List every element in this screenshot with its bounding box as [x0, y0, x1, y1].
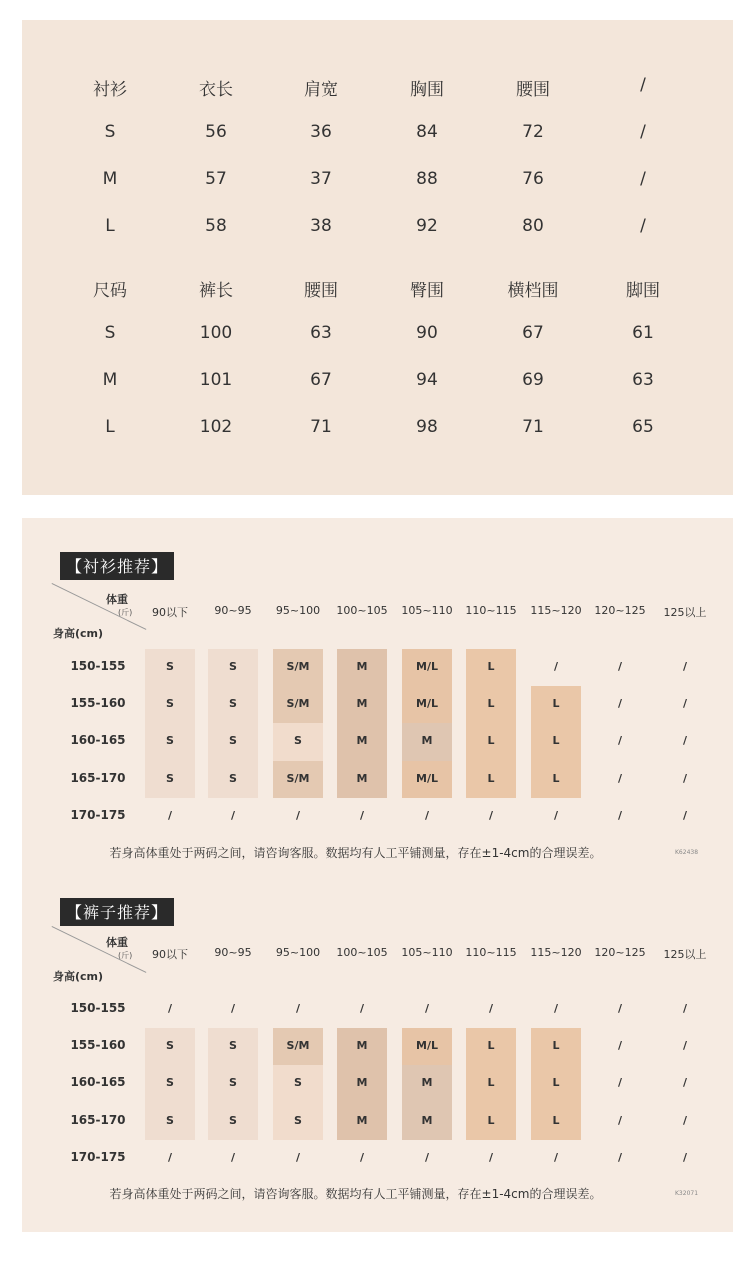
shirt-size-cell-2-4: 80 [522, 216, 544, 236]
shirt-rec-value-4-4: / [424, 808, 430, 822]
pants-rec-height-row-2: 160-165 [70, 1075, 126, 1090]
shirt-rec-value-2-0: S [166, 734, 174, 748]
pants-size-cell-0-1: 100 [199, 323, 233, 343]
pants-size-header-0: 尺码 [93, 281, 127, 301]
shirt-rec-value-2-5: L [487, 734, 495, 748]
pants-rec-value-0-0: / [167, 1002, 173, 1015]
shirt-rec-value-2-3: M [356, 734, 368, 748]
pants-size-header-4: 横档围 [507, 281, 559, 301]
pants-size-cell-0-2: 63 [310, 323, 332, 343]
pants-rec-height-label: 身高(cm) [53, 970, 104, 983]
pants-size-header-2: 腰围 [304, 281, 338, 301]
pants-size-header-3: 臀围 [410, 281, 444, 301]
shirt-size-cell-1-5: / [640, 169, 646, 189]
pants-size-cell-0-4: 67 [522, 323, 544, 343]
shirt-rec-value-0-6: / [553, 660, 559, 673]
pants-rec-value-2-4: M [421, 1076, 433, 1090]
pants-rec-value-3-6: L [552, 1113, 560, 1127]
pants-rec-value-3-5: L [487, 1113, 495, 1127]
pants-rec-height-row-0: 150-155 [70, 1001, 126, 1015]
pants-rec-weight-col-4: 105~110 [401, 946, 453, 959]
pants-rec-value-4-6: / [553, 1150, 559, 1164]
pants-rec-value-1-6: L [552, 1039, 560, 1053]
pants-size-header-1: 裤长 [199, 281, 233, 301]
pants-rec-value-4-7: / [617, 1150, 623, 1164]
pants-rec-weight-col-8: 125以上 [663, 948, 707, 961]
shirt-size-cell-0-1: 56 [205, 122, 227, 142]
shirt-rec-value-4-1: / [230, 808, 236, 822]
shirt-rec-weight-col-8: 125以上 [663, 606, 707, 619]
pants-rec-weight-col-3: 100~105 [336, 946, 388, 959]
pants-rec-value-1-1: S [229, 1039, 237, 1053]
pants-rec-value-4-1: / [230, 1150, 236, 1164]
pants-rec-value-0-4: / [424, 1002, 430, 1015]
pants-size-cell-2-0: L [105, 417, 115, 437]
pants-rec-weight-label: 体重 [106, 936, 128, 949]
pants-size-cell-0-0: S [104, 323, 116, 343]
pants-size-cell-0-5: 61 [632, 323, 654, 343]
shirt-size-cell-2-5: / [640, 216, 646, 236]
pants-rec-value-3-2: S [294, 1113, 302, 1127]
shirt-rec-height-row-4: 170-175 [70, 807, 126, 822]
pants-rec-value-3-3: M [356, 1113, 368, 1127]
shirt-rec-value-3-4: M/L [416, 771, 438, 785]
shirt-rec-height-row-2: 160-165 [70, 733, 126, 748]
shirt-size-header-5: / [640, 75, 646, 95]
pants-size-cell-2-3: 98 [416, 417, 438, 437]
shirt-size-cell-0-2: 36 [310, 122, 332, 142]
pants-rec-value-2-6: L [552, 1076, 560, 1090]
shirt-rec-weight-unit: (斤) [118, 608, 133, 617]
shirt-rec-value-4-5: / [488, 808, 494, 822]
shirt-rec-value-3-5: L [487, 771, 495, 785]
shirt-rec-value-3-1: S [229, 771, 237, 785]
shirt-size-cell-1-2: 37 [310, 169, 332, 189]
pants-rec-height-row-3: 165-170 [70, 1112, 126, 1127]
pants-rec-value-1-8: / [682, 1039, 688, 1053]
shirt-size-cell-1-1: 57 [205, 169, 227, 189]
pants-rec-value-2-3: M [356, 1076, 368, 1090]
shirt-rec-value-2-7: / [617, 734, 623, 748]
pants-rec-value-4-3: / [359, 1150, 365, 1164]
shirt-rec-weight-col-6: 115~120 [530, 604, 582, 617]
shirt-rec-value-0-3: M [356, 660, 368, 673]
shirt-rec-value-0-5: L [487, 660, 495, 673]
pants-rec-value-4-4: / [424, 1150, 430, 1164]
pants-rec-value-4-2: / [295, 1150, 301, 1164]
shirt-rec-weight-col-3: 100~105 [336, 604, 388, 617]
pants-rec-value-1-7: / [617, 1039, 623, 1053]
shirt-rec-value-3-3: M [356, 771, 368, 785]
shirt-size-cell-1-4: 76 [522, 169, 544, 189]
pants-size-cell-2-2: 71 [310, 417, 332, 437]
shirt-size-header-3: 胸围 [410, 80, 444, 100]
shirt-rec-height-row-0: 150-155 [70, 659, 126, 673]
shirt-rec-weight-label: 体重 [106, 593, 128, 606]
shirt-rec-value-1-5: L [487, 697, 495, 711]
pants-rec-value-0-2: / [295, 1002, 301, 1015]
shirt-size-cell-2-0: L [105, 216, 115, 236]
shirt-rec-value-3-7: / [617, 771, 623, 785]
shirt-rec-value-3-2: S/M [286, 771, 310, 785]
pants-rec-value-2-8: / [682, 1076, 688, 1090]
shirt-size-cell-2-2: 38 [310, 216, 332, 236]
pants-rec-value-1-0: S [166, 1039, 174, 1053]
pants-rec-value-1-3: M [356, 1039, 368, 1053]
shirt-rec-weight-col-1: 90~95 [214, 604, 252, 617]
shirt-size-header-4: 腰围 [516, 80, 550, 100]
shirt-rec-value-1-6: L [552, 697, 560, 711]
pants-rec-value-2-1: S [229, 1076, 237, 1090]
pants-size-cell-1-1: 101 [199, 370, 233, 390]
pants-rec-value-2-2: S [294, 1076, 302, 1090]
pants-rec-height-row-1: 155-160 [70, 1038, 126, 1053]
pants-size-cell-2-1: 102 [199, 417, 233, 437]
shirt-rec-title: 【衬衫推荐】 [60, 552, 174, 580]
pants-rec-value-3-4: M [421, 1113, 433, 1127]
shirt-rec-value-3-6: L [552, 771, 560, 785]
shirt-rec-code: K62438 [675, 849, 699, 856]
pants-rec-value-1-4: M/L [416, 1039, 438, 1053]
shirt-rec-value-4-0: / [167, 808, 173, 822]
pants-rec-weight-col-2: 95~100 [275, 946, 321, 959]
pants-rec-weight-col-6: 115~120 [530, 946, 582, 959]
shirt-rec-value-2-6: L [552, 734, 560, 748]
pants-rec-weight-col-0: 90以下 [152, 948, 188, 961]
pants-rec-value-3-1: S [229, 1113, 237, 1127]
pants-size-cell-1-4: 69 [522, 370, 544, 390]
shirt-rec-value-4-6: / [553, 808, 559, 822]
pants-size-cell-2-4: 71 [522, 417, 544, 437]
pants-rec-height-row-4: 170-175 [70, 1149, 126, 1164]
shirt-rec-value-0-4: M/L [416, 660, 438, 673]
shirt-rec-value-1-4: M/L [416, 697, 438, 711]
pants-rec-value-3-0: S [166, 1113, 174, 1127]
shirt-rec-value-4-8: / [682, 808, 688, 822]
pants-size-cell-2-5: 65 [632, 417, 654, 437]
shirt-size-header-0: 衬衫 [93, 80, 127, 100]
pants-rec-value-0-8: / [682, 1002, 688, 1015]
shirt-size-cell-0-4: 72 [522, 122, 544, 142]
shirt-rec-value-1-2: S/M [286, 697, 310, 711]
shirt-rec-value-2-4: M [421, 734, 433, 748]
shirt-rec-height-row-1: 155-160 [70, 696, 126, 711]
pants-rec-weight-col-5: 110~115 [465, 946, 517, 959]
pants-size-cell-1-3: 94 [416, 370, 438, 390]
shirt-rec-weight-col-2: 95~100 [275, 604, 321, 617]
pants-rec-value-1-5: L [487, 1039, 495, 1053]
pants-rec-value-4-8: / [682, 1150, 688, 1164]
shirt-rec-weight-col-4: 105~110 [401, 604, 453, 617]
shirt-rec-value-2-8: / [682, 734, 688, 748]
pants-rec-value-0-6: / [553, 1002, 559, 1015]
shirt-rec-value-4-3: / [359, 808, 365, 822]
shirt-size-header-1: 衣长 [199, 80, 233, 100]
pants-rec-value-0-3: / [359, 1002, 365, 1015]
pants-rec-value-0-1: / [230, 1002, 236, 1015]
shirt-rec-value-1-3: M [356, 697, 368, 711]
shirt-size-cell-2-3: 92 [416, 216, 438, 236]
shirt-rec-value-1-0: S [166, 697, 174, 711]
pants-rec-value-0-7: / [617, 1002, 623, 1015]
shirt-rec-value-1-8: / [682, 697, 688, 711]
shirt-rec-height-label: 身高(cm) [53, 627, 104, 640]
pants-size-cell-1-0: M [102, 370, 118, 390]
pants-rec-value-4-0: / [167, 1150, 173, 1164]
shirt-rec-value-4-2: / [295, 808, 301, 822]
shirt-rec-weight-col-0: 90以下 [152, 606, 188, 619]
shirt-rec-value-0-0: S [166, 660, 174, 673]
pants-rec-weight-col-7: 120~125 [594, 946, 646, 959]
pants-rec-title: 【裤子推荐】 [60, 898, 174, 926]
shirt-rec-value-4-7: / [617, 808, 623, 822]
shirt-rec-value-1-1: S [229, 697, 237, 711]
pants-size-cell-1-2: 67 [310, 370, 332, 390]
pants-size-cell-0-3: 90 [416, 323, 438, 343]
shirt-size-cell-2-1: 58 [205, 216, 227, 236]
pants-rec-value-1-2: S/M [286, 1039, 310, 1053]
pants-size-header-5: 脚围 [626, 281, 660, 301]
shirt-size-cell-0-0: S [104, 122, 116, 142]
pants-rec-value-0-5: / [488, 1002, 494, 1015]
shirt-rec-value-1-7: / [617, 697, 623, 711]
shirt-rec-value-0-8: / [682, 660, 688, 673]
shirt-rec-weight-col-7: 120~125 [594, 604, 646, 617]
pants-rec-weight-col-1: 90~95 [214, 946, 252, 959]
shirt-size-cell-1-0: M [102, 169, 118, 189]
shirt-rec-weight-col-5: 110~115 [465, 604, 517, 617]
shirt-size-header-2: 肩宽 [304, 80, 338, 100]
pants-rec-weight-unit: (斤) [118, 951, 133, 960]
shirt-rec-value-2-1: S [229, 734, 237, 748]
shirt-rec-value-0-1: S [229, 660, 237, 673]
shirt-rec-value-3-0: S [166, 771, 174, 785]
shirt-rec-height-row-3: 165-170 [70, 770, 126, 785]
pants-rec-note: 若身高体重处于两码之间，请咨询客服。数据均有人工平铺测量，存在±1-4cm的合理误差。 [109, 1187, 602, 1201]
pants-rec-value-2-0: S [166, 1076, 174, 1090]
pants-rec-value-2-5: L [487, 1076, 495, 1090]
shirt-rec-note: 若身高体重处于两码之间，请咨询客服。数据均有人工平铺测量，存在±1-4cm的合理误差。 [109, 846, 602, 860]
shirt-size-cell-0-3: 84 [416, 122, 438, 142]
shirt-rec-value-0-7: / [617, 660, 623, 673]
shirt-rec-value-3-8: / [682, 771, 688, 785]
pants-rec-value-3-8: / [682, 1113, 688, 1127]
shirt-rec-value-0-2: S/M [286, 660, 310, 673]
pants-rec-value-4-5: / [488, 1150, 494, 1164]
shirt-size-cell-1-3: 88 [416, 169, 438, 189]
pants-size-cell-1-5: 63 [632, 370, 654, 390]
pants-rec-value-3-7: / [617, 1113, 623, 1127]
pants-rec-value-2-7: / [617, 1076, 623, 1090]
shirt-size-cell-0-5: / [640, 122, 646, 142]
shirt-rec-value-2-2: S [294, 734, 302, 748]
pants-rec-code: K32071 [675, 1190, 699, 1197]
